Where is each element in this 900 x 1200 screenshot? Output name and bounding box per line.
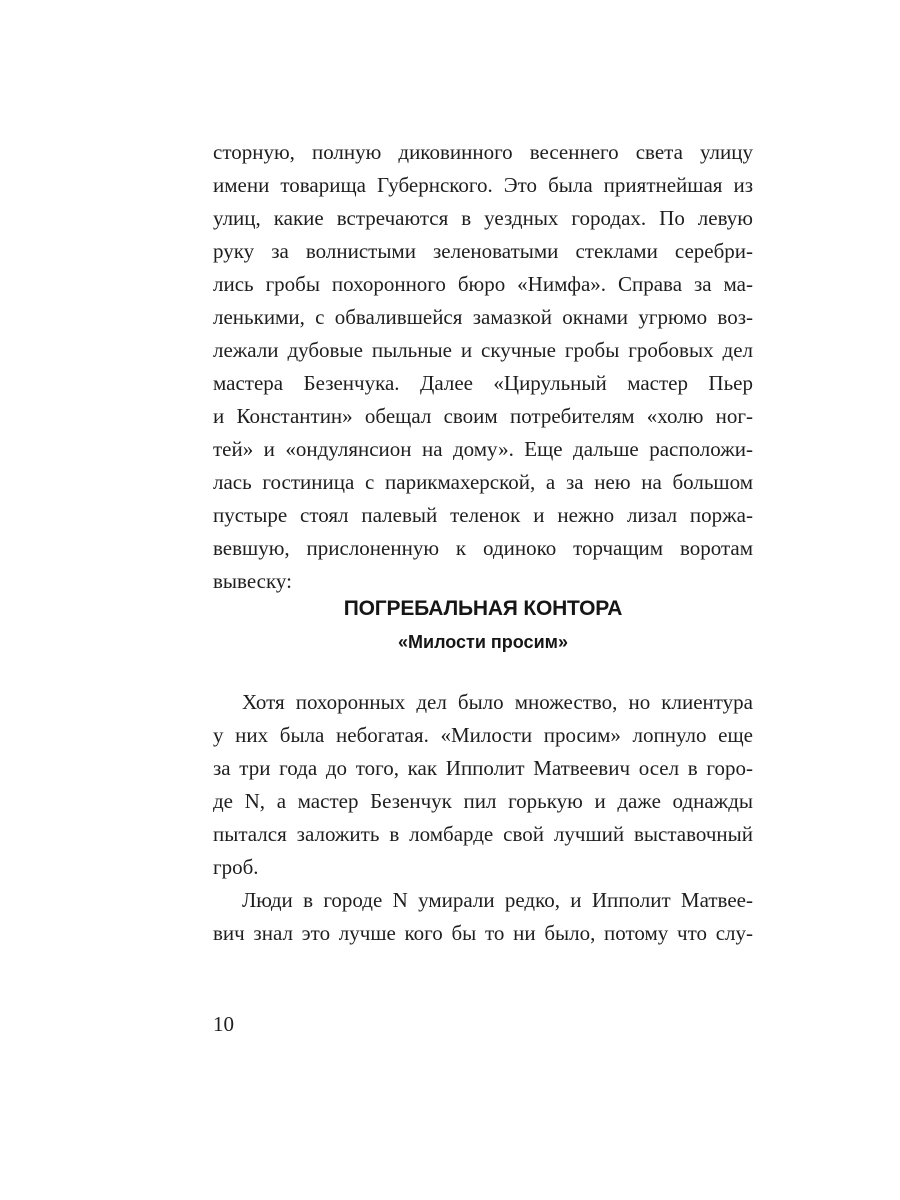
text-line: руку за волнистыми зеленоватыми стеклами серебри- [213,239,753,263]
text-line: имени товарища Губернского. Это была приятнейшая из [213,173,753,197]
text-line: тей» и «ондулянсион на дому». Еще дальше расположи- [213,437,753,461]
text-line: вывеску: [213,569,292,593]
text-line: Хотя похоронных дел было множество, но клиентура [242,690,753,714]
text-line: сторную, полную диковинного весеннего света улицу [213,140,753,164]
text-line: вевшую, прислоненную к одиноко торчащим воротам [213,536,753,560]
text-line: лась гостиница с парикмахерской, а за нею на большом [213,470,753,494]
text-line: пытался заложить в ломбарде свой лучший выставочный [213,822,753,846]
text-line: Люди в городе N умирали редко, и Ипполит Матвее- [242,888,753,912]
text-line: улиц, какие встречаются в уездных городах. По левую [213,206,753,230]
text-line: мастера Безенчука. Далее «Цирульный мастер Пьер [213,371,753,395]
paragraph-2-and-3 [213,686,753,950]
text-line: пустыре стоял палевый теленок и нежно лизал поржа- [213,503,753,527]
text-line: и Константин» обещал своим потребителям «холю ног- [213,404,753,428]
text-line: лись гробы похоронного бюро «Нимфа». Справа за ма- [213,272,753,296]
text-line: де N, а мастер Безенчук пил горькую и даже однажды [213,789,753,813]
text-line: вич знал это лучше кого бы то ни было, потому что слу- [213,921,753,945]
text-line: гроб. [213,855,259,879]
text-line: ленькими, с обвалившейся замазкой окнами угрюмо воз- [213,305,753,329]
text-line: у них была небогатая. «Милости просим» лопнуло еще [213,723,753,747]
page-number: 10 [213,1012,234,1036]
text-line: лежали дубовые пыльные и скучные гробы гробовых дел [213,338,753,362]
text-line: за три года до того, как Ипполит Матвеевич осел в горо- [213,756,753,780]
sign-title: ПОГРЕБАЛЬНАЯ КОНТОРА [343,597,623,620]
paragraph-1 [213,136,753,598]
sign-subtitle: «Милости просим» [398,632,568,652]
